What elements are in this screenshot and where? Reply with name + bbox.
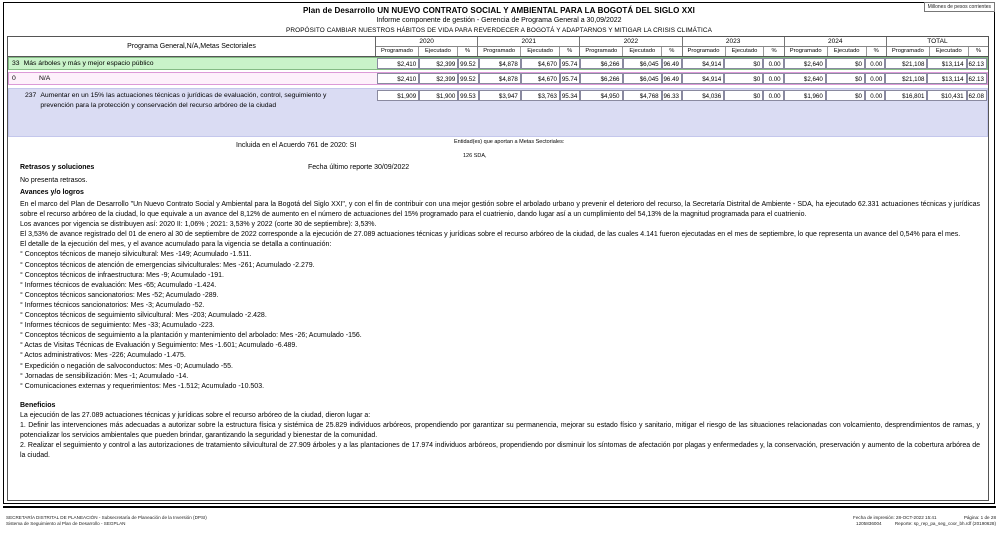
avances-paragraph-1: En el marco del Plan de Desarrollo "Un Nuevo Contrato Social y Ambiental para la Bogotá del Siglo XXI", y con el fin de contribuir con una mejor gestión sobre el arbolado urbano y prevenir el deterioro del recurso, la Secretaría Distrital de Ambiente - SDA, ha ejecutado 62.331 actuaciones técnicas y jurídicas sobre el recurso arbóreo de la ciudad, lo que equivale a un avance del 8,12% de aumento en el número de actuaciones del 15% programado para el cuatrienio, dando lugar así a un cumplimiento del 54,13% de la magnitud programada para el cuatrienio. — [20, 201, 980, 219]
subcol-ejecutado: Ejecutado — [725, 47, 764, 57]
detail-list-item: ° Expedición o negación de salvoconductos: Mes -0; Acumulado -55. — [20, 362, 233, 370]
subcol-percent: % — [457, 47, 477, 57]
beneficios-heading: Beneficios — [20, 401, 56, 409]
retrasos-heading: Retrasos y soluciones — [20, 164, 95, 171]
row-code: 0 — [12, 75, 16, 82]
footer-divider — [3, 506, 996, 508]
value-cell: $0 — [826, 58, 865, 69]
beneficios-list — [20, 421, 980, 461]
year-groups — [376, 37, 988, 56]
value-cell: 62.13 — [967, 58, 987, 69]
value-cell: $6,045 — [623, 58, 662, 69]
value-cell: $10,431 — [927, 90, 966, 101]
detail-list-item: ° Actas de Visitas Técnicas de Evaluación y Seguimiento: Mes -1.601; Acumulado -6.489. — [20, 342, 298, 350]
value-cell: $4,768 — [623, 90, 662, 101]
value-cell: $16,801 — [885, 90, 927, 101]
value-cell: $1,900 — [419, 90, 458, 101]
subcol-percent: % — [661, 47, 681, 57]
subcol-programado: Programado — [585, 48, 618, 54]
value-cell: $21,108 — [885, 73, 927, 84]
value-cell: $2,640 — [784, 58, 826, 69]
subcol-programado: Programado — [891, 48, 924, 54]
row-code: 237 — [25, 91, 37, 99]
value-cell: 99.52 — [458, 73, 478, 84]
value-cell: $4,950 — [580, 90, 622, 101]
avances-heading: Avances y/o logros — [20, 189, 84, 196]
footer-org — [6, 515, 207, 528]
row-label — [9, 60, 377, 67]
value-cell: 95.74 — [560, 58, 580, 69]
value-cell: $2,399 — [419, 58, 458, 69]
value-cell: 95.74 — [560, 73, 580, 84]
detail-list-item: ° Comunicaciones externas y requerimientos: Mes -1.512; Acumulado -10.503. — [20, 382, 265, 390]
year-label: 2022 — [580, 37, 681, 47]
value-cell: 99.52 — [458, 58, 478, 69]
report-header — [4, 3, 994, 34]
year-label: 2023 — [683, 37, 784, 47]
value-cell: $21,108 — [885, 58, 927, 69]
value-cell: $4,878 — [479, 73, 521, 84]
subcol-programado: Programado — [789, 48, 822, 54]
row-values — [377, 89, 987, 101]
detail-list-item: ° Informes técnicos de seguimiento: Mes -33; Acumulado -223. — [20, 322, 215, 330]
year-column-group — [477, 37, 579, 56]
report-file: Reporte: sp_rep_pa_seg_coor_bh.rdf (20190628) — [894, 521, 996, 527]
value-cell: $4,670 — [521, 58, 560, 69]
page-number: Página: 1 de 28 — [963, 515, 996, 520]
subcol-percent: % — [968, 47, 988, 57]
report-id: 1205836004 — [856, 521, 882, 527]
value-cell: $2,410 — [377, 58, 419, 69]
value-cell: 96.49 — [662, 73, 682, 84]
value-cell: 96.33 — [662, 90, 682, 101]
subcol-ejecutado: Ejecutado — [520, 47, 559, 57]
report-subtitle: Informe componente de gestión - Gerencia de Programa General a 30,09/2022 — [376, 17, 622, 24]
year-column-group — [376, 37, 477, 56]
value-cell: $0 — [826, 73, 865, 84]
detail-list-item: ° Conceptos técnicos de manejo silvicultural: Mes -149; Acumulado -1.511. — [20, 251, 252, 259]
year-label: 2024 — [785, 37, 886, 47]
report-proposito: PROPÓSITO CAMBIAR NUESTROS HÁBITOS DE VIDA PARA REVERDECER A BOGOTÁ Y ADAPTARNOS Y MITIGAR LA CRISIS CLIMÁTICA — [286, 26, 712, 34]
value-cell: $13,114 — [927, 73, 966, 84]
subcol-percent: % — [763, 47, 783, 57]
detail-list-item: ° Jornadas de sensibilización: Mes -1; Acumulado -14. — [20, 372, 189, 380]
value-cell: 0.00 — [865, 90, 885, 101]
value-cell: $2,399 — [419, 73, 458, 84]
value-cell: $4,670 — [521, 73, 560, 84]
value-cell: 96.49 — [662, 58, 682, 69]
value-cell: 0.00 — [865, 73, 885, 84]
value-cell: $1,909 — [377, 90, 419, 101]
acuerdo-note: Incluida en el Acuerdo 761 de 2020: SI — [236, 142, 357, 149]
value-cell: $0 — [724, 73, 763, 84]
meta-info-zone — [8, 137, 988, 199]
footer-print-line2 — [853, 521, 996, 527]
year-column-group — [886, 37, 988, 56]
value-cell: $6,045 — [623, 73, 662, 84]
footer-org-line1: SECRETARÍA DISTRITAL DE PLANEACIÓN - Subsecretaría de Planeación de la Inversión (DPSI) — [6, 515, 207, 520]
row-values — [377, 58, 987, 69]
value-cell: 0.00 — [865, 58, 885, 69]
footer-print-info — [853, 515, 996, 528]
entidades-value: 126 SDA, — [463, 153, 487, 159]
subheader-row — [376, 47, 477, 57]
print-date: Fecha de impresión: 28-OCT-2022 15:41 — [853, 515, 937, 520]
report-page — [3, 2, 995, 504]
avances-paragraph-2: Los avances por vigencia se distribuyen así: 2020 II: 1,06% ; 2021: 3,53% y 2022 (corte 30 de septiembre): 3,53%. — [20, 221, 377, 229]
row-label — [9, 89, 377, 112]
value-cell: $6,266 — [580, 58, 622, 69]
detail-list-item: ° Informes técnicos de evaluación: Mes -65; Acumulado -1.424. — [20, 281, 217, 289]
avances-paragraph-3: El 3,53% de avance registrado del 01 de enero al 30 de septiembre de 2022 corresponde a la ejecución de 27.089 actuaciones técnicas y jurídicas sobre el recurso arbóreo de la ciudad, de las cuales 4.141 fueron ejecutadas en el mes de septiembre, lo que representa un avance del 0,54% para el mes. — [20, 231, 961, 239]
avances-body — [8, 199, 988, 461]
subcol-percent: % — [559, 47, 579, 57]
year-label: 2021 — [478, 37, 579, 47]
report-content-box — [7, 36, 989, 501]
value-cell: 62.08 — [967, 90, 987, 101]
row-title: N/A — [39, 75, 51, 82]
value-cell: $6,266 — [580, 73, 622, 84]
subcol-programado: Programado — [687, 48, 720, 54]
detail-list-item: ° Actos administrativos: Mes -226; Acumulado -1.475. — [20, 352, 186, 360]
detail-list-item: ° Conceptos técnicos de atención de emergencias silviculturales: Mes -261; Acumulado -2.279. — [20, 261, 315, 269]
value-cell: 0.00 — [763, 58, 783, 69]
value-cell: 62.13 — [967, 73, 987, 84]
row-label — [9, 75, 377, 82]
subheader-row — [785, 47, 886, 57]
detail-list-item: ° Informes técnicos sancionatorios: Mes -3; Acumulado -52. — [20, 301, 205, 309]
retrasos-text: No presenta retrasos. — [20, 177, 88, 184]
subcol-percent: % — [866, 47, 886, 57]
year-label: TOTAL — [887, 37, 988, 47]
year-label: 2020 — [376, 37, 477, 47]
benefit-item: 1. Definir las intervenciones más adecuadas a autorizar sobre la estructura física y sistémica de 25.829 individuos arbóreos, propendiendo por garantizar su permanencia, mejorar su estado físico y sanitario, mitigar el riesgo de las situaciones relacionadas con volcamiento, desprendimientos de ramas, y potencializar los servicios ambientales que pueden brindar, garantizando la seguridad y bienestar de la comunidad. — [20, 421, 980, 440]
year-column-group — [579, 37, 681, 56]
report-title: Plan de Desarrollo UN NUEVO CONTRATO SOCIAL Y AMBIENTAL PARA LA BOGOTÁ DEL SIGLO XXI — [302, 6, 695, 15]
subcol-programado: Programado — [381, 48, 413, 54]
value-cell: 99.53 — [458, 90, 478, 101]
fecha-ultimo-reporte: Fecha último reporte 30/09/2022 — [308, 164, 410, 171]
detail-list-item: ° Conceptos técnicos de seguimiento a la plantación y mantenimiento del arbolado: Mes -26; Acumulado -156. — [20, 332, 362, 340]
value-cell: $4,878 — [479, 58, 521, 69]
subcol-ejecutado: Ejecutado — [827, 47, 866, 57]
row-title: Más árboles y más y mejor espacio público — [23, 60, 154, 67]
first-column-header: Programa General,N/A,Metas Sectoriales — [8, 37, 376, 56]
row-values — [377, 73, 987, 84]
table-row-na — [8, 72, 988, 85]
year-column-group — [784, 37, 886, 56]
report-footer — [6, 515, 996, 528]
detail-list-item: ° Conceptos técnicos sancionatorios: Mes -52; Acumulado -289. — [20, 291, 219, 299]
subheader-row — [478, 47, 579, 57]
beneficios-intro: La ejecución de las 27.089 actuaciones técnicas y jurídicas sobre el recurso arbóreo de la ciudad, dieron lugar a: — [20, 411, 371, 419]
value-cell: $0 — [724, 90, 763, 101]
value-cell: $4,036 — [682, 90, 724, 101]
budget-table-header — [8, 37, 988, 57]
units-note: Millones de pesos corrientes — [924, 2, 995, 12]
subcol-ejecutado: Ejecutado — [622, 47, 661, 57]
value-cell: $2,640 — [784, 73, 826, 84]
subheader-row — [683, 47, 784, 57]
value-cell: $1,960 — [784, 90, 826, 101]
subheader-row — [887, 47, 988, 57]
value-cell: 95.34 — [560, 90, 580, 101]
value-cell: 0.00 — [763, 73, 783, 84]
subcol-programado: Programado — [483, 48, 516, 54]
detail-list-item: ° Conceptos técnicos de seguimiento silvicultural: Mes -203; Acumulado -2.428. — [20, 312, 267, 320]
row-code: 33 — [12, 60, 20, 67]
value-cell: $3,947 — [479, 90, 521, 101]
avances-paragraph-4: El detalle de la ejecución del mes, y el avance acumulado para la vigencia se detalla a continuación: — [20, 241, 332, 249]
value-cell: 0.00 — [763, 90, 783, 101]
value-cell: $13,114 — [927, 58, 966, 69]
detail-list-item: ° Conceptos técnicos de infraestructura: Mes -9; Acumulado -191. — [20, 271, 224, 279]
subheader-row — [580, 47, 681, 57]
benefit-item: 2. Realizar el seguimiento y control a las autorizaciones de tratamiento silvicultural de 27.909 árboles y a las plantaciones de 17.974 individuos arbóreos, propendiendo por disminuir los síntomas de afectación por plagas y enfermedades y, la conservación, preservación y aumento de la cobertura arbórea de la ciudad. — [20, 442, 980, 460]
value-cell: $2,410 — [377, 73, 419, 84]
value-cell: $0 — [724, 58, 763, 69]
value-cell: $4,914 — [682, 58, 724, 69]
table-row-meta-237 — [8, 88, 988, 137]
value-cell: $0 — [826, 90, 865, 101]
year-column-group — [682, 37, 784, 56]
value-cell: $3,763 — [521, 90, 560, 101]
value-cell: $4,914 — [682, 73, 724, 84]
table-row-programa-33 — [8, 57, 988, 70]
entidades-label: Entidad(es) que aportan a Metas Sectoriales: — [454, 139, 565, 145]
subcol-ejecutado: Ejecutado — [418, 47, 457, 57]
row-title: Aumentar en un 15% las actuaciones técnicas o jurídicas de evaluación, control, seguimiento y prevención para la protección y conservación del recurso arbóreo de la ciudad — [40, 91, 327, 109]
subcol-ejecutado: Ejecutado — [929, 47, 968, 57]
detail-list — [20, 250, 980, 391]
footer-org-line2: Sistema de Seguimiento al Plan de Desarrollo - SEGPLAN — [6, 521, 126, 527]
